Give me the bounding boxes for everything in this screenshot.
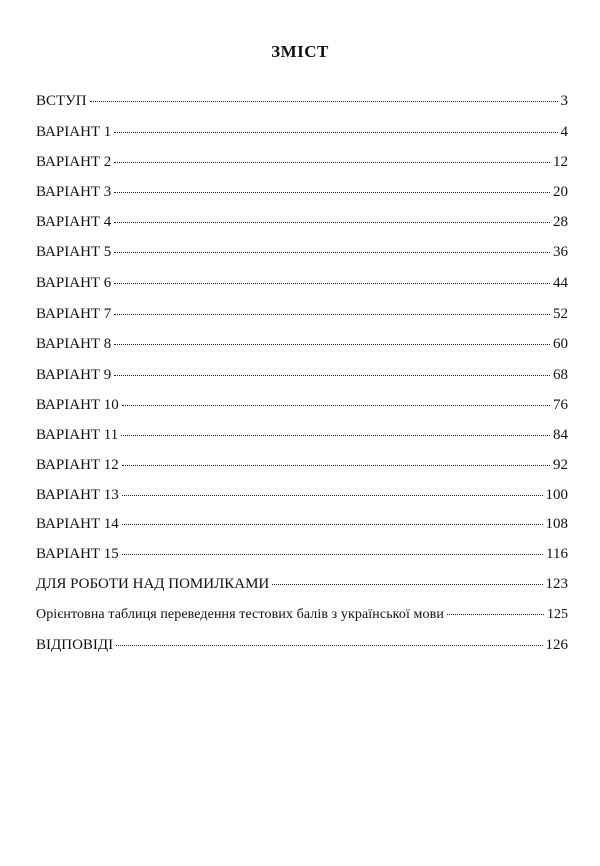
dot-leader xyxy=(114,162,550,163)
toc-entry-page: 44 xyxy=(553,275,568,291)
toc-entry-page: 68 xyxy=(553,367,568,383)
toc-entry-variant-5 xyxy=(36,243,568,261)
dot-leader xyxy=(122,554,543,555)
dot-leader xyxy=(121,435,550,436)
toc-entry-page: 125 xyxy=(547,607,568,622)
toc-entry-page: 76 xyxy=(553,397,568,413)
toc-entry-variant-15 xyxy=(36,545,568,563)
toc-entry-label: ДЛЯ РОБОТИ НАД ПОМИЛКАМИ xyxy=(36,576,270,592)
dot-leader xyxy=(114,375,550,376)
toc-entry-page: 36 xyxy=(553,244,568,260)
toc-entry-label: ВАРІАНТ 12 xyxy=(36,457,119,473)
dot-leader xyxy=(122,465,550,466)
toc-entry-label: ВІДПОВІДІ xyxy=(36,637,114,653)
dot-leader xyxy=(122,524,543,525)
toc-entry-label: ВАРІАНТ 3 xyxy=(36,184,112,200)
toc-entry-page: 126 xyxy=(545,637,568,653)
toc-entry-page: 3 xyxy=(560,93,568,109)
toc-entry-label: ВАРІАНТ 4 xyxy=(36,214,112,230)
page-title: ЗМІСТ xyxy=(271,42,329,61)
toc-entry-label: ВАРІАНТ 6 xyxy=(36,275,112,291)
toc-entry-label: ВАРІАНТ 10 xyxy=(36,397,119,413)
toc-entry-variant-10 xyxy=(36,396,568,414)
toc-entry-page: 116 xyxy=(546,546,568,562)
toc-entry-page: 84 xyxy=(553,427,568,443)
toc-entry-page: 60 xyxy=(553,336,568,352)
toc-entry-label: ВСТУП xyxy=(36,93,87,109)
dot-leader xyxy=(114,132,557,133)
toc-entry-page: 92 xyxy=(553,457,568,473)
dot-leader xyxy=(447,614,544,615)
dot-leader xyxy=(122,495,543,496)
toc-entry-variant-2 xyxy=(36,153,568,171)
toc-entry-page: 100 xyxy=(545,487,568,503)
toc-entry-intro xyxy=(36,92,568,110)
dot-leader xyxy=(114,222,550,223)
toc-entry-label: ВАРІАНТ 8 xyxy=(36,336,112,352)
toc-entry-score-table xyxy=(36,606,568,624)
toc-entry-label: ВАРІАНТ 5 xyxy=(36,244,112,260)
toc-entry-label: ВАРІАНТ 13 xyxy=(36,487,119,503)
toc-entry-label: ВАРІАНТ 7 xyxy=(36,306,112,322)
toc-entry-label: ВАРІАНТ 1 xyxy=(36,124,112,140)
toc-entry-label: ВАРІАНТ 14 xyxy=(36,516,119,532)
toc-entry-answers xyxy=(36,636,568,654)
toc-entry-label: ВАРІАНТ 9 xyxy=(36,367,112,383)
toc-entry-page: 108 xyxy=(545,516,568,532)
toc-entry-variant-6 xyxy=(36,274,568,292)
toc-entry-page: 4 xyxy=(560,124,568,140)
toc-entry-page: 12 xyxy=(553,154,568,170)
toc-entry-variant-4 xyxy=(36,213,568,231)
toc-entry-label: ВАРІАНТ 11 xyxy=(36,427,119,443)
dot-leader xyxy=(114,192,550,193)
dot-leader xyxy=(114,344,550,345)
toc-entry-page: 52 xyxy=(553,306,568,322)
toc-entry-variant-7 xyxy=(36,305,568,323)
toc-entry-label: Орієнтовна таблиця переведення тестових балів з української мови xyxy=(36,607,444,622)
toc-entry-variant-3 xyxy=(36,183,568,201)
toc-entry-variant-9 xyxy=(36,366,568,384)
dot-leader xyxy=(114,314,550,315)
dot-leader xyxy=(122,405,550,406)
toc-entry-page: 20 xyxy=(553,184,568,200)
dot-leader xyxy=(114,283,550,284)
toc-entry-variant-8 xyxy=(36,335,568,353)
toc-entry-variant-14 xyxy=(36,515,568,533)
toc-entry-label: ВАРІАНТ 15 xyxy=(36,546,119,562)
dot-leader xyxy=(272,584,542,585)
toc-entry-variant-12 xyxy=(36,456,568,474)
toc-entry-label: ВАРІАНТ 2 xyxy=(36,154,112,170)
toc-entry-page: 123 xyxy=(545,576,568,592)
toc-entry-page: 28 xyxy=(553,214,568,230)
dot-leader xyxy=(114,252,550,253)
toc-entry-variant-11 xyxy=(36,426,568,444)
dot-leader xyxy=(116,645,542,646)
toc-entry-variant-13 xyxy=(36,486,568,504)
toc-entry-error-work xyxy=(36,575,568,593)
toc-entry-variant-1 xyxy=(36,123,568,141)
dot-leader xyxy=(90,101,558,102)
